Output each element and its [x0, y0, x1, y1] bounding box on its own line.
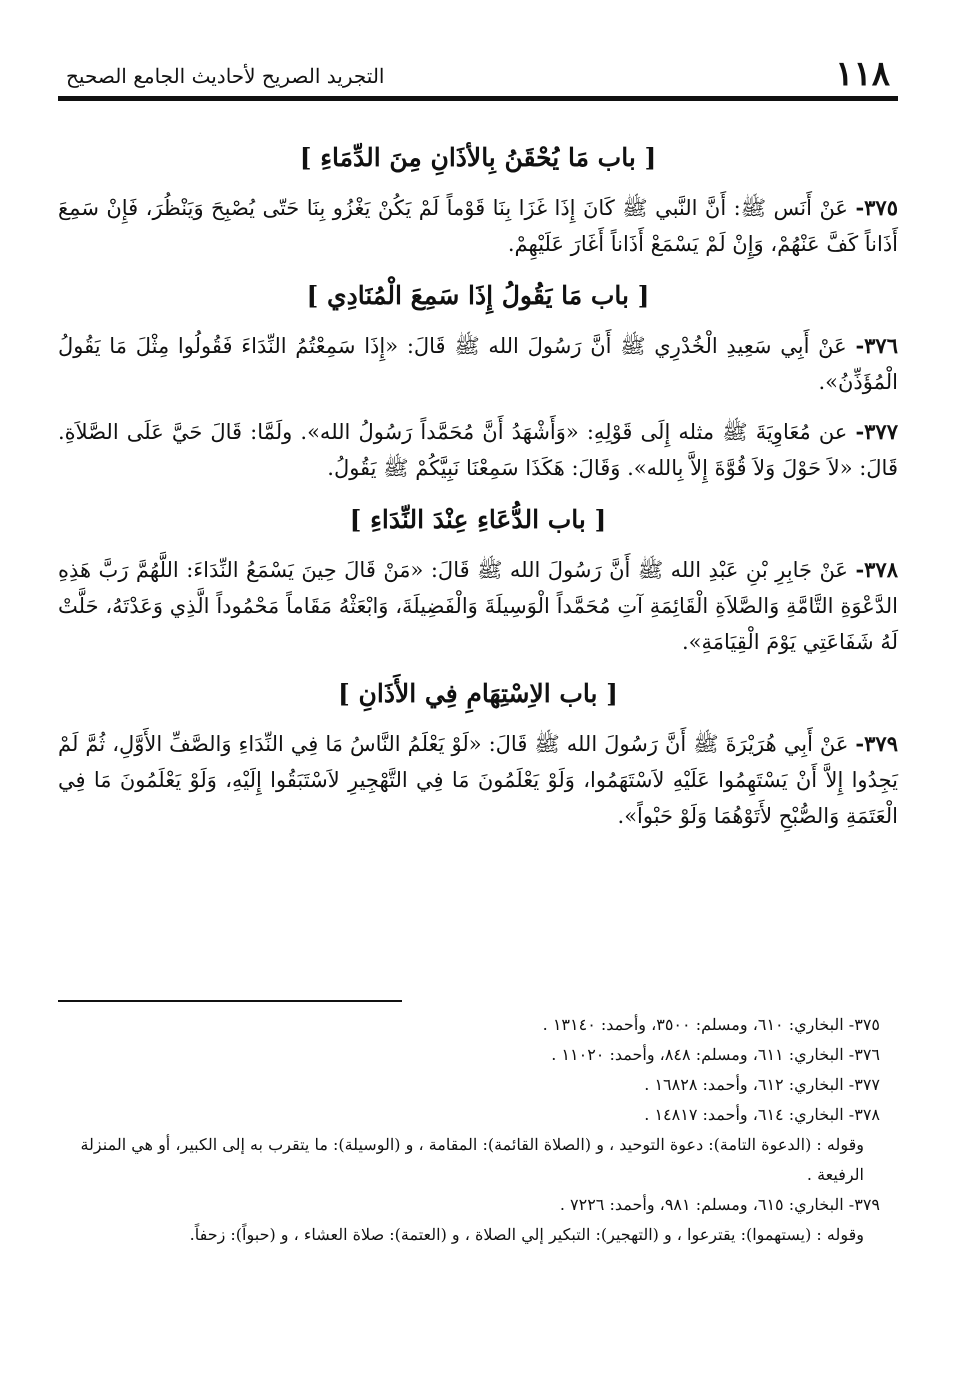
footnote-reference: ٣٧٧- البخاري: ٦١٢، وأحمد: ١٦٨٢٨ . [644, 1075, 880, 1094]
main-text [58, 138, 898, 848]
footnote-reference: ٣٧٩- البخاري: ٦١٥، ومسلم: ٩٨١، وأحمد: ٧٢٢٦ . [559, 1195, 880, 1214]
hadith-text: عَنْ أَبِي سَعِيدِ الْخُدْرِي ﷺ أَنَّ رَسُولَ الله ﷺ قَالَ: «إِذَا سَمِعْتُمُ النِّدَاءَ فَقُولُوا مِثْلَ مَا يَقُولُ الْمُؤَذِّنُ». [58, 334, 898, 394]
footnote-rule [58, 1000, 402, 1002]
chapter-heading: [ باب مَا يُحْقَنُ بِالأذَانِ مِنَ الدِّمَاءِ ] [299, 143, 657, 172]
chapter-heading: [ باب الدُّعَاءِ عِنْدَ النِّدَاءِ ] [349, 505, 607, 534]
hadith-number: ٣٧٥- [855, 195, 898, 220]
hadith-paragraph [58, 726, 898, 834]
running-title: التجريد الصريح لأحاديث الجامع الصحيح [66, 64, 385, 88]
footnotes [58, 1010, 898, 1250]
hadith-text: عَنْ جَابِرِ بْنِ عَبْدِ الله ﷺ أَنَّ رَسُولَ الله ﷺ قَالَ: «مَنْ قَالَ حِينَ يَسْمَعُ النِّدَاءَ: اللَّهُمَّ رَبَّ هَذِهِ الدَّعْوَةِ التَّامَّةِ وَالصَّلاَةِ الْقَائِمَةِ آتِ مُحَمَّداً الْوَسِيلَةَ وَالْفَضِيلَةَ، وَابْعَثْهُ مَقَاماً مَحْمُوداً الَّذِي وَعَدْتَهُ، حَلَّتْ لَهُ شَفَاعَتِي يَوْمَ الْقِيَامَةِ». [58, 558, 898, 654]
hadith-number: ٣٧٨- [855, 557, 898, 582]
hadith-number: ٣٧٧- [855, 419, 898, 444]
hadith-paragraph [58, 328, 898, 400]
chapter-heading: [ باب الاِسْتِهَامِ فِي الأَذَانِ ] [337, 679, 619, 708]
page-number: ١١٨ [835, 54, 890, 94]
hadith-text: عَنْ أَبِي هُرَيْرَةَ ﷺ أَنَّ رَسُولَ الله ﷺ قَالَ: «لَوْ يَعْلَمُ النَّاسُ مَا فِي النِّدَاءِ وَالصَّفِّ الأَوَّلِ، ثُمَّ لَمْ يَجِدُوا إِلاَّ أَنْ يَسْتَهِمُوا عَلَيْهِ لاَسْتَهَمُوا، وَلَوْ يَعْلَمُونَ مَا فِي التَّهْجِيرِ لاَسْتَبَقُوا إِلَيْهِ، وَلَوْ يَعْلَمُونَ مَا فِي الْعَتَمَةِ وَالصُّبْحِ لأَتَوْهُمَا وَلَوْ حَبْواً». [58, 732, 898, 828]
hadith-paragraph [58, 552, 898, 660]
footnote-reference: ٣٧٨- البخاري: ٦١٤، وأحمد: ١٤٨١٧ . [644, 1105, 880, 1124]
footnote-reference: ٣٧٥- البخاري: ٦١٠، ومسلم: ٣٥٠٠، وأحمد: ١٣١٤٠ . [542, 1015, 880, 1034]
header-rule [58, 96, 898, 101]
chapter-heading: [ باب مَا يَقُولُ إِذَا سَمِعَ الْمُنَادِي ] [306, 281, 650, 310]
hadith-paragraph [58, 414, 898, 486]
hadith-number: ٣٧٩- [855, 731, 898, 756]
hadith-paragraph [58, 190, 898, 262]
page-header [58, 52, 898, 96]
hadith-number: ٣٧٦- [855, 333, 898, 358]
footnote-gloss: وقوله : (يستهموا): يقترعوا ، و (التهجير): التبكير إلي الصلاة ، و (العتمة): صلاة العشاء ، و (حبواً): زحفاً. [189, 1225, 864, 1244]
hadith-text: عن مُعَاوِيَةَ ﷺ مثله إِلَى قَوْلِهِ: «وَأَشْهَدُ أَنَّ مُحَمَّداً رَسُولُ الله». ولَمَّا: قَالَ حَيَّ عَلَى الصَّلاَةِ. قَالَ: «لاَ حَوْلَ وَلاَ قُوَّةَ إِلاَّ بِالله». وَقَالَ: هَكَذَا سَمِعْنَا نَبِيَّكُمْ ﷺ يَقُولُ. [58, 420, 898, 480]
hadith-text: عَنْ أَنَس ﷺ: أَنَّ النَّبي ﷺ كَانَ إِذَا غَزَا بِنَا قَوْماً لَمْ يَكُنْ يَغْزُو بِنَا حَتّى يُصْبِحَ وَيَنْظُرَ، فَإِنْ سَمِعَ أَذَاناً كَفَّ عَنْهُمْ، وَإِنْ لَمْ يَسْمَعْ أَذَاناً أَغَارَ عَلَيْهِمْ. [58, 196, 898, 256]
footnote-gloss: وقوله : (الدعوة التامة): دعوة التوحيد ، و (الصلاة القائمة): المقامة ، و (الوسيلة): ما يتقرب به إلى الكبير، أو هي المنزلة الرفيعة . [80, 1135, 864, 1184]
footnote-reference: ٣٧٦- البخاري: ٦١١، ومسلم: ٨٤٨، وأحمد: ١١٠٢٠ . [551, 1045, 880, 1064]
